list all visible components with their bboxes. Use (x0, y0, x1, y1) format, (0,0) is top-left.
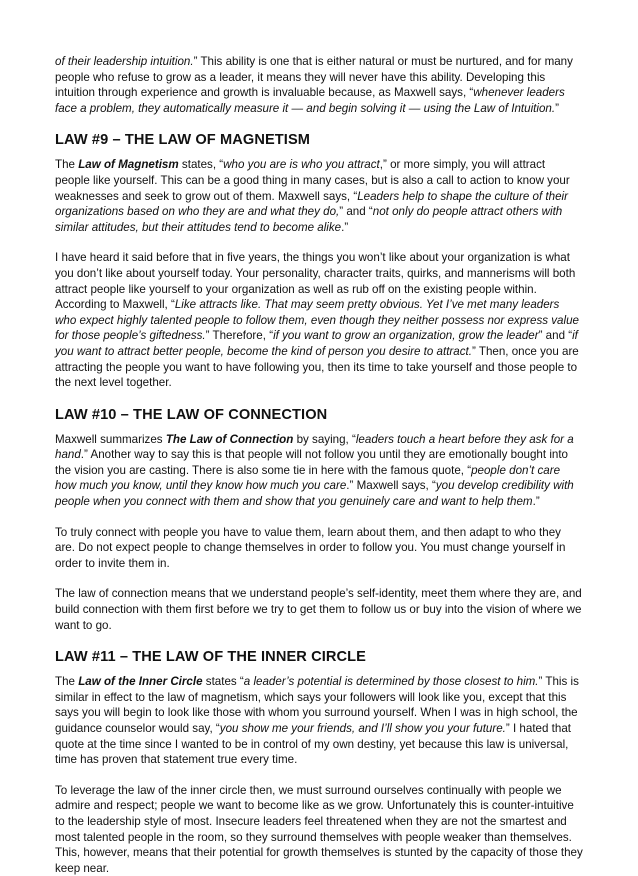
law-name: Law of the Inner Circle (78, 675, 203, 689)
quote-text: people don’t care how much you know, until they know how much you care (55, 463, 561, 493)
quote-text: whenever leaders face a problem, they automatically measure it — and begin solving it — using the Law of Intuition. (55, 86, 565, 115)
section-heading-law-11: LAW #11 – THE LAW OF THE INNER CIRCLE (55, 649, 367, 666)
law-9-paragraph-1: The Law of Magnetism states, “who you are is who you attract,” or more simply, you will attract people like yourself. This can be a good thing in many cases, but is also a call to action to know your weaknesses and seek to grow out of them. Maxwell says, “Leaders help to shape the culture of their organizations based on who they are and what they do,” and “not only do people attract others with similar attitudes, but their attitudes tend to become alike.” (55, 158, 570, 234)
quote-text: Like attracts like. That may seem pretty obvious. Yet I’ve met many leaders who expect highly talented people to follow them, even though they neither possess nor express value for those people’s giftedness. (55, 298, 579, 343)
law-10-paragraph-3: The law of connection means that we understand people’s self-identity, meet them where they are, and build connection with them first before we try to get them to follow us or buy into the vision of where we want to go. (55, 587, 582, 632)
quote-text: leaders touch a heart before they ask for a hand (55, 432, 574, 462)
intro-paragraph: of their leadership intuition.” This ability is one that is either natural or must be nurtured, and for many people who refuse to grow as a leader, it means they will never have this ability. Developing this intuition through experience and growth is invaluable because, as Maxwell says, “whenever leaders face a problem, they automatically measure it — and begin solving it — using the Law of Intuition.” (55, 55, 573, 115)
quote-text: of their leadership intuition. (55, 55, 194, 68)
law-name: Law of Magnetism (78, 158, 179, 172)
law-10-paragraph-2: To truly connect with people you have to value them, learn about them, and then adapt to who they are. Do not expect people to change themselves in order to follow you. You must change yourself in order to invite them in. (55, 525, 566, 570)
quote-text: you show me your friends, and I’ll show you your future. (219, 722, 506, 735)
quote-text: if you want to grow an organization, grow the leader (273, 329, 539, 343)
section-heading-law-10: LAW #10 – THE LAW OF CONNECTION (55, 406, 328, 423)
quote-text: a leader’s potential is determined by those closest to him. (243, 675, 539, 689)
law-9-paragraph-2: I have heard it said before that in five years, the things you won’t like about your organization is what you don’t like about yourself today. Your personality, character traits, quirks, and mannerisms will both attract people like yourself to your organization as well as rub off on the existing people within. According to Maxwell, “Like attracts like. That may seem pretty obvious. Yet I’ve met many leaders who expect highly talented people to follow them, even though they neither possess nor express value for those people’s giftedness.” Therefore, “if you want to grow an organization, grow the leader” and “if you want to attract better people, become the kind of person you desire to attract.” Then, once you are attracting the people you want to have following you, then its time to take yourself and those people to the next level together. (55, 251, 579, 390)
law-name: The Law of Connection (165, 432, 294, 446)
law-11-paragraph-2: To leverage the law of the inner circle then, we must surround ourselves continually with people we admire and respect; people we want to become like as we grow. Unfortunately this is counter-intuitive to the leadership style of most. Insecure leaders feel threatened when they are not the smartest and most talented people in the room, so they surround themselves with people weaker than themselves. This, however, means that their potential for growth themselves is stunted by the capacity of those they keep near. (55, 783, 583, 875)
quote-text: if you want to attract better people, become the kind of person you desire to attract. (55, 329, 578, 358)
quote-text: Leaders help to shape the culture of their organizations based on who they are and what they do, (55, 189, 568, 219)
law-11-paragraph-1: The Law of the Inner Circle states “a leader’s potential is determined by those closest to him.” This is similar in effect to the law of magnetism, which says your followers will look like you, except that this says you will begin to look like those with whom you surround yourself. When I was in high school, the guidance counselor would say, “you show me your friends, and I’ll show you your future.” I hated that quote at the time since I wanted to be in control of my own destiny, yet because this law is universal, time has proven that statement true every time. (55, 675, 579, 767)
section-heading-law-9: LAW #9 – THE LAW OF MAGNETISM (55, 132, 311, 149)
quote-text: not only do people attract others with similar attitudes, but their attitudes tend to become alike (55, 205, 563, 234)
law-10-paragraph-1: Maxwell summarizes The Law of Connection by saying, “leaders touch a heart before they ask for a hand.” Another way to say this is that people will not follow you until they are emotionally bought into the vision you are casting. There is also some tie in here with the famous quote, “people don’t care how much you know, until they know how much you care.” Maxwell says, “you develop credibility with people when you connect with them and show that you genuinely care and want to help them.” (55, 432, 574, 509)
quote-text: you develop credibility with people when you connect with them and show that you genuinely care and want to help them (55, 479, 574, 509)
quote-text: who you are is who you attract (223, 158, 380, 172)
